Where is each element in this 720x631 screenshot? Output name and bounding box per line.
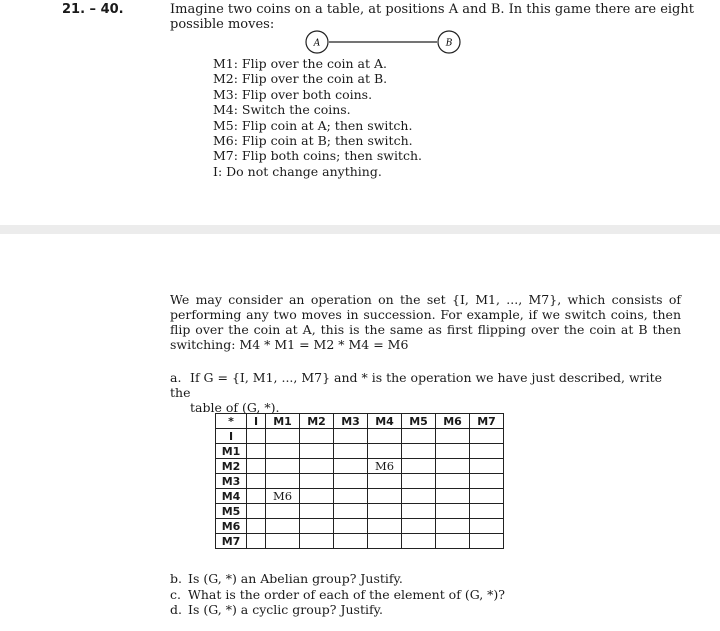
problem-intro: Imagine two coins on a table, at positions A and B. In this game there are eight possible moves: bbox=[170, 2, 694, 32]
question-item bbox=[170, 602, 505, 618]
table-cell bbox=[334, 459, 368, 474]
part-a-line1: If G = {I, M1, ..., M7} and * is the operation we have just described, write the bbox=[170, 370, 663, 400]
coin-diagram bbox=[300, 30, 470, 56]
table-cell bbox=[300, 504, 334, 519]
moves-list bbox=[213, 56, 422, 179]
table-cell bbox=[334, 444, 368, 459]
table-cell bbox=[402, 444, 436, 459]
table-cell bbox=[470, 429, 504, 444]
table-cell bbox=[470, 444, 504, 459]
table-cell bbox=[436, 459, 470, 474]
column-header: I bbox=[247, 414, 266, 429]
table-cell bbox=[334, 489, 368, 504]
page-separator bbox=[0, 225, 720, 234]
table-cell bbox=[436, 504, 470, 519]
table-cell bbox=[300, 519, 334, 534]
table-row bbox=[216, 519, 504, 534]
table-cell bbox=[368, 519, 402, 534]
move-item: M3: Flip over both coins. bbox=[213, 86, 373, 102]
move-item: M1: Flip over the coin at A. bbox=[213, 56, 387, 71]
table-cell bbox=[334, 429, 368, 444]
question-item bbox=[170, 571, 505, 587]
move-item: M4: Switch the coins. bbox=[213, 102, 351, 118]
table-cell bbox=[368, 429, 402, 444]
questions-list bbox=[170, 571, 505, 618]
table-row bbox=[216, 534, 504, 549]
column-header: M5 bbox=[402, 414, 436, 429]
table-cell bbox=[402, 504, 436, 519]
table-cell bbox=[436, 534, 470, 549]
table-cell bbox=[300, 429, 334, 444]
table-cell bbox=[470, 459, 504, 474]
table-cell bbox=[402, 489, 436, 504]
table-cell bbox=[266, 474, 300, 489]
table-cell bbox=[470, 474, 504, 489]
table-cell bbox=[266, 534, 300, 549]
part-a-label: a. bbox=[170, 370, 182, 385]
table-cell bbox=[247, 429, 266, 444]
table-cell bbox=[402, 474, 436, 489]
part-a-line2: table of (G, *). bbox=[190, 400, 280, 415]
coin-b-label: B bbox=[445, 38, 453, 49]
operation-paragraph: We may consider an operation on the set {I, M1, ..., M7}, which consists of performing any two moves in succession. For example, if we switch coins, then flip over the coin at A, this is the same as first flipping over the coin at B then switching: M4 * M1 = M2 * M4 = M6 bbox=[170, 292, 681, 352]
move-item: M2: Flip over the coin at B. bbox=[213, 71, 388, 87]
row-header: I bbox=[216, 429, 247, 444]
table-cell bbox=[402, 459, 436, 474]
table-cell bbox=[247, 474, 266, 489]
table-row bbox=[216, 474, 504, 489]
table-cell bbox=[266, 519, 300, 534]
row-header: M7 bbox=[216, 534, 247, 549]
operation-table bbox=[215, 413, 504, 549]
table-cell bbox=[436, 429, 470, 444]
table-cell bbox=[368, 444, 402, 459]
table-cell bbox=[470, 504, 504, 519]
row-header: M6 bbox=[216, 519, 247, 534]
table-cell bbox=[368, 504, 402, 519]
table-cell bbox=[300, 534, 334, 549]
table-cell bbox=[334, 534, 368, 549]
table-cell: M6 bbox=[266, 489, 300, 504]
table-row bbox=[216, 489, 504, 504]
table-row bbox=[216, 459, 504, 474]
table-cell bbox=[470, 534, 504, 549]
table-cell bbox=[300, 474, 334, 489]
table-cell bbox=[470, 489, 504, 504]
table-cell bbox=[266, 504, 300, 519]
question-item bbox=[170, 587, 505, 603]
question-text: What is the order of each of the element of (G, *)? bbox=[188, 586, 506, 602]
move-item: I: Do not change anything. bbox=[213, 163, 382, 179]
table-cell bbox=[368, 474, 402, 489]
question-text: Is (G, *) a cyclic group? Justify. bbox=[188, 602, 383, 617]
column-header: M3 bbox=[334, 414, 368, 429]
table-cell bbox=[436, 489, 470, 504]
table-cell bbox=[470, 519, 504, 534]
table-cell bbox=[300, 489, 334, 504]
problem-number: 21. – 40. bbox=[62, 2, 124, 17]
table-cell bbox=[266, 429, 300, 444]
table-cell bbox=[334, 519, 368, 534]
row-header: M2 bbox=[216, 459, 247, 474]
table-cell bbox=[300, 444, 334, 459]
table-cell: M6 bbox=[368, 459, 402, 474]
table-row bbox=[216, 504, 504, 519]
question-label: b. bbox=[170, 571, 182, 586]
move-item: M6: Flip coin at B; then switch. bbox=[213, 133, 413, 149]
table-cell bbox=[334, 504, 368, 519]
row-header: M4 bbox=[216, 489, 247, 504]
table-cell bbox=[247, 504, 266, 519]
table-cell bbox=[402, 519, 436, 534]
column-header: M6 bbox=[436, 414, 470, 429]
row-header: M3 bbox=[216, 474, 247, 489]
table-cell bbox=[247, 459, 266, 474]
table-cell bbox=[334, 474, 368, 489]
table-cell bbox=[436, 474, 470, 489]
column-header: M1 bbox=[266, 414, 300, 429]
table-header-row bbox=[216, 414, 504, 429]
row-header: M5 bbox=[216, 504, 247, 519]
table-cell bbox=[402, 534, 436, 549]
move-item: M5: Flip coin at A; then switch. bbox=[213, 117, 413, 133]
table-cell bbox=[368, 489, 402, 504]
table-cell bbox=[247, 534, 266, 549]
table-cell bbox=[247, 444, 266, 459]
question-label: d. bbox=[170, 602, 182, 617]
table-cell bbox=[247, 489, 266, 504]
part-a bbox=[170, 370, 681, 415]
table-cell bbox=[368, 534, 402, 549]
coin-a-label: A bbox=[313, 38, 321, 49]
column-header: M7 bbox=[470, 414, 504, 429]
move-item: M7: Flip both coins; then switch. bbox=[213, 148, 422, 164]
row-header: M1 bbox=[216, 444, 247, 459]
table-cell bbox=[300, 459, 334, 474]
table-cell bbox=[247, 519, 266, 534]
table-corner: * bbox=[216, 414, 247, 429]
table-cell bbox=[436, 519, 470, 534]
table-cell bbox=[266, 459, 300, 474]
column-header: M4 bbox=[368, 414, 402, 429]
table-cell bbox=[402, 429, 436, 444]
question-label: c. bbox=[170, 586, 181, 602]
column-header: M2 bbox=[300, 414, 334, 429]
table-row bbox=[216, 429, 504, 444]
question-text: Is (G, *) an Abelian group? Justify. bbox=[188, 571, 403, 586]
table-cell bbox=[266, 444, 300, 459]
table-cell bbox=[436, 444, 470, 459]
table-row bbox=[216, 444, 504, 459]
